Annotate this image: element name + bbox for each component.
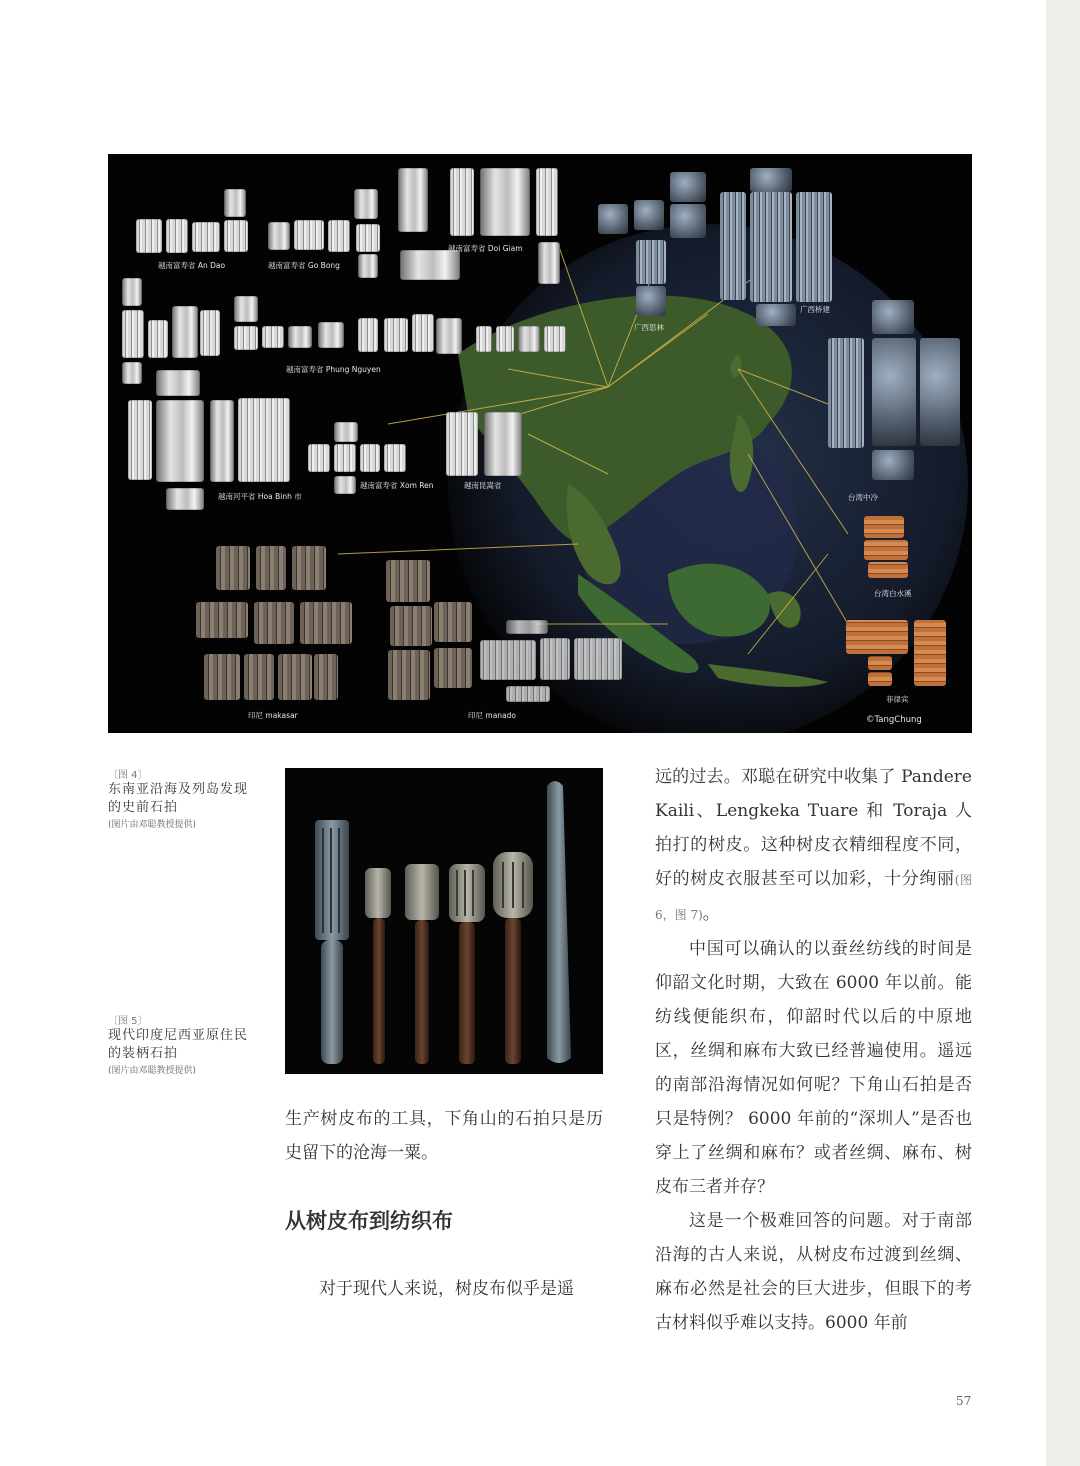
stone-artifact: [210, 400, 234, 482]
body-paragraph: [655, 760, 972, 932]
stone-artifact: [412, 314, 434, 352]
stone-artifact: [476, 326, 492, 352]
stone-artifact: [200, 310, 220, 356]
stone-artifact: [872, 338, 916, 446]
stone-artifact: [540, 638, 570, 680]
stone-artifact: [538, 242, 560, 284]
club: [547, 781, 571, 1063]
stone-artifact: [156, 400, 204, 482]
middle-column-lower: [285, 1272, 603, 1306]
stone-artifact: [436, 318, 462, 354]
stone-artifact: [390, 606, 432, 646]
figure-4-caption: [108, 766, 258, 830]
stone-artifact: [518, 326, 540, 352]
section-heading: 从树皮布到纺织布: [285, 1208, 453, 1233]
body-paragraph: 对于现代人来说，树皮布似乎是遥: [319, 1279, 574, 1299]
middle-column: [285, 1102, 603, 1170]
stone-artifact: [506, 686, 550, 702]
stone-artifact: [224, 220, 248, 252]
beater-3: [405, 864, 439, 1064]
stone-artifact: [846, 620, 908, 654]
label-go-bong: 越南富寿省 Go Bong: [268, 261, 340, 270]
stone-artifact: [720, 192, 746, 300]
stone-artifact: [434, 648, 472, 688]
label-taiwan-zhongling: 台湾中冷: [848, 493, 878, 502]
label-doi-giam: 越南富寿省 Doi Giam: [448, 244, 523, 253]
stone-artifact: [386, 560, 430, 602]
label-makasar: 印尼 makasar: [248, 711, 298, 720]
paragraph-end: 。: [702, 904, 720, 924]
label-an-dao: 越南富寿省 An Dao: [158, 261, 226, 270]
stone-artifact: [868, 562, 908, 578]
stone-artifact: [670, 204, 706, 238]
stone-artifact: [920, 338, 960, 446]
stone-artifact: [450, 168, 474, 236]
beater-5: [493, 852, 533, 1064]
stone-artifact: [914, 620, 946, 686]
stone-artifact: [484, 412, 522, 476]
stone-artifact: [262, 326, 284, 348]
stone-artifact: [750, 168, 792, 192]
hafted-beaters-graphic: [285, 768, 603, 1074]
stone-artifact: [254, 602, 294, 644]
stone-artifact: [864, 516, 904, 538]
stone-artifact: [574, 638, 622, 680]
stone-artifact: [292, 546, 326, 590]
stone-artifact: [434, 602, 472, 642]
stone-artifact: [496, 326, 514, 352]
page-edge: [1046, 0, 1080, 1466]
stone-artifact: [192, 222, 220, 252]
label-phung-nguyen: 越南富寿省 Phung Nguyen: [286, 365, 381, 374]
stone-artifact: [544, 326, 566, 352]
stone-artifact: [446, 412, 478, 476]
stone-artifact: [384, 318, 408, 352]
stone-artifact: [308, 444, 330, 472]
stone-artifact: [294, 220, 324, 250]
page-number: 57: [956, 1394, 972, 1408]
stone-artifact: [636, 286, 666, 316]
stone-artifact: [334, 422, 358, 442]
stone-artifact: [354, 189, 378, 219]
stone-artifact: [358, 318, 378, 352]
caption-credit: (图片由邓聪教授提供): [108, 820, 197, 830]
stone-artifact: [288, 326, 312, 348]
stone-artifact: [388, 650, 430, 700]
label-guangxi-qiaojian: 广西桥建: [800, 305, 830, 314]
label-guangxi-silin: 广西思林: [634, 323, 664, 332]
stone-artifact: [328, 220, 350, 252]
stone-artifact: [480, 168, 530, 236]
stone-artifact: [300, 602, 352, 644]
caption-title: 现代印度尼西亚原住民的装柄石拍: [108, 1028, 249, 1061]
stone-artifact: [864, 540, 908, 560]
label-xom-ren: 越南富寿省 Xom Ren: [360, 481, 434, 490]
stone-artifact: [598, 204, 628, 234]
stone-artifact: [314, 654, 338, 700]
label-kunsong: 越南昆嵩省: [464, 481, 502, 490]
stone-artifact: [868, 672, 892, 686]
stone-artifact: [872, 450, 914, 480]
label-manado: 印尼 manado: [468, 711, 516, 720]
figure-5-caption: [108, 1012, 258, 1076]
stone-artifact: [356, 224, 380, 252]
caption-title: 东南亚沿海及列岛发现的史前石拍: [108, 782, 249, 815]
figure-reference: (图 6，图 7): [655, 873, 972, 922]
stone-artifact: [872, 300, 914, 334]
right-column: [655, 760, 972, 1340]
stone-artifact: [398, 168, 428, 232]
stone-artifact: [128, 400, 152, 480]
stone-artifact: [136, 219, 162, 253]
caption-number: 〔图 4〕: [108, 770, 148, 781]
caption-number: 〔图 5〕: [108, 1016, 148, 1027]
stone-artifact: [244, 654, 274, 700]
stone-artifact: [536, 168, 558, 236]
stone-artifact: [148, 320, 168, 358]
label-philippines: 菲律宾: [886, 695, 909, 704]
stone-artifact: [634, 200, 664, 230]
figure-4-map: [108, 154, 972, 733]
label-taiwan-baishuixi: 台湾白水溪: [874, 589, 912, 598]
stone-artifact: [828, 338, 864, 448]
beater-4: [449, 864, 485, 1064]
stone-artifact: [670, 172, 706, 202]
stone-artifact: [360, 444, 380, 472]
stone-artifact: [166, 219, 188, 253]
stone-artifact: [756, 304, 796, 326]
stone-artifact: [400, 250, 460, 280]
stone-artifact: [480, 640, 536, 680]
stone-artifact: [166, 488, 204, 510]
stone-artifact: [204, 654, 240, 700]
stone-artifact: [750, 192, 792, 302]
stone-artifact: [122, 362, 142, 384]
label-hoa-binh: 越南河平省 Hoa Binh 市: [218, 492, 302, 501]
stone-artifact: [796, 192, 832, 302]
stone-artifact: [156, 370, 200, 396]
stone-artifact: [358, 254, 378, 278]
paragraph-text: 远的过去。邓聪在研究中收集了 Pandere Kaili、Lengkeka Tuare 和 Toraja 人拍打的树皮。这种树皮衣精细程度不同，好的树皮衣服甚至可以加彩，十分绚丽: [655, 767, 972, 889]
figure-5-photo: [285, 768, 603, 1074]
stone-artifact: [334, 444, 356, 472]
stone-artifact: [224, 189, 246, 217]
stone-artifact: [256, 546, 286, 590]
stone-artifact: [268, 222, 290, 250]
image-credit: ©TangChung: [866, 715, 922, 725]
body-paragraph: 中国可以确认的以蚕丝纺线的时间是仰韶文化时期，大致在 6000 年以前。能纺线便能织布，仰韶时代以后的中原地区，丝绸和麻布大致已经普遍使用。遥远的南部沿海情况如何呢？下角山石拍是否只是特例？ 6000 年前的“深圳人”是否也穿上了丝绸和麻布？或者丝绸、麻布、树皮布三者并存？: [655, 939, 972, 1197]
beater-2: [365, 868, 391, 1064]
stone-artifact: [234, 296, 258, 322]
caption-credit: (图片由邓聪教授提供): [108, 1066, 197, 1076]
body-paragraph: 这是一个极难回答的问题。对于南部沿海的古人来说，从树皮布过渡到丝绸、麻布必然是社会的巨大进步，但眼下的考古材料似乎难以支持。6000 年前: [655, 1211, 972, 1333]
stone-artifact: [506, 620, 548, 634]
stone-artifact: [318, 322, 344, 348]
stone-artifact: [868, 656, 892, 670]
stone-artifact: [384, 444, 406, 472]
stone-artifact: [122, 278, 142, 306]
stone-artifact: [196, 602, 248, 638]
stone-artifact: [238, 398, 290, 482]
stone-artifact: [216, 546, 250, 590]
stone-artifact: [234, 326, 258, 350]
body-paragraph: 生产树皮布的工具，下角山的石拍只是历史留下的沧海一粟。: [285, 1109, 603, 1163]
stone-artifact: [122, 310, 144, 358]
beater-1: [315, 820, 349, 1064]
stone-artifact: [172, 306, 198, 358]
stone-artifact: [636, 240, 666, 284]
stone-artifact: [278, 654, 312, 700]
stone-artifact: [334, 476, 356, 494]
